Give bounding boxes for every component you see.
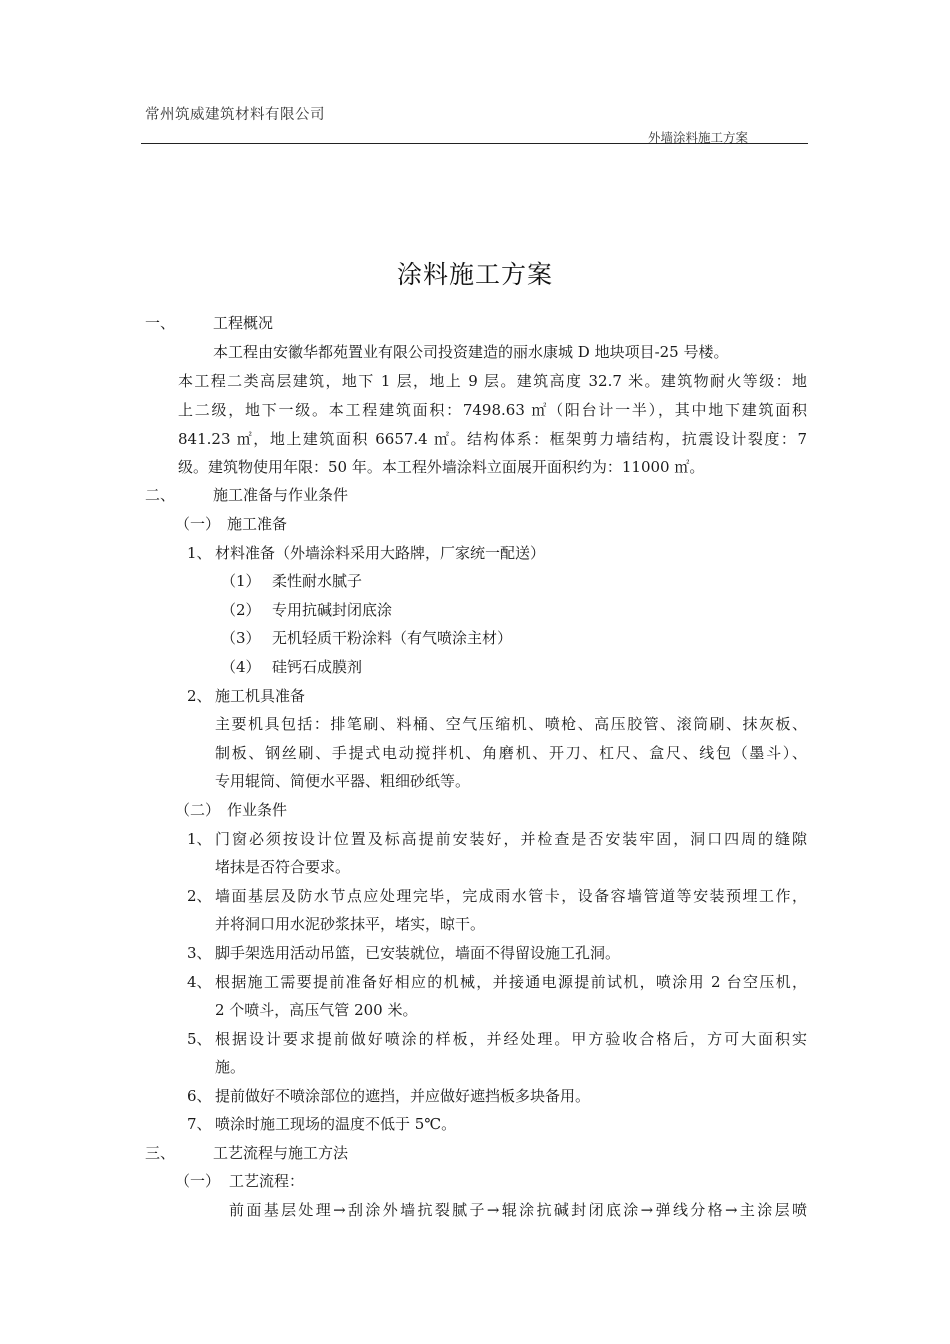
material-text: 专用抗碱封闭底涂 xyxy=(272,601,393,619)
condition-number: 4、 xyxy=(187,973,212,991)
section1-paragraph1: 本工程由安徽华都苑置业有限公司投资建造的丽水康城 D 地块项目-25 号楼。 xyxy=(213,343,729,361)
condition-number: 1、 xyxy=(187,830,212,848)
prep-item1-number: 1、 xyxy=(187,544,212,562)
condition-text-line2: 并将洞口用水泥砂浆抹平，堵实，晾干。 xyxy=(215,915,486,933)
section1-paragraph2-line3: 841.23 ㎡，地上建筑面积 6657.4 ㎡。结构体系：框架剪力墙结构，抗震设计裂度：7 xyxy=(178,430,807,448)
section2-sub1-heading: 施工准备 xyxy=(227,515,288,533)
condition-text-line1: 根据施工需要提前准备好相应的机械，并接通电源提前试机，喷涂用 2 台空压机， xyxy=(215,973,807,991)
section2-sub2-number: （二） xyxy=(175,801,221,819)
prep-item2-number: 2、 xyxy=(187,687,212,705)
section3-sub1-heading: 工艺流程： xyxy=(229,1172,305,1190)
section1-paragraph2-line2: 上二级，地下一级。本工程建筑面积：7498.63 ㎡（阳台计一半），其中地下建筑面积 xyxy=(178,401,807,419)
header-document-subtitle: 外墙涂料施工方案 xyxy=(648,130,749,145)
section1-heading: 工程概况 xyxy=(213,314,274,332)
section3-heading: 工艺流程与施工方法 xyxy=(213,1144,349,1162)
company-name: 常州筑威建筑材料有限公司 xyxy=(145,107,325,123)
prep-item1-text: 材料准备（外墙涂料采用大路牌，厂家统一配送） xyxy=(215,544,546,562)
process-flow-text: 前面基层处理→刮涂外墙抗裂腻子→辊涂抗碱封闭底涂→弹线分格→主涂层喷 xyxy=(229,1201,807,1219)
section2-number: 二、 xyxy=(145,486,176,504)
condition-text-line1: 喷涂时施工现场的温度不低于 5℃。 xyxy=(215,1115,457,1133)
prep-item2-text: 施工机具准备 xyxy=(215,687,306,705)
condition-text-line2: 2 个喷斗，高压气管 200 米。 xyxy=(215,1001,418,1019)
material-text: 硅钙石成膜剂 xyxy=(272,658,363,676)
condition-number: 6、 xyxy=(187,1087,212,1105)
equipment-line: 主要机具包括：排笔刷、料桶、空气压缩机、喷枪、高压胶管、滚筒刷、抹灰板、 xyxy=(215,715,807,733)
section2-heading: 施工准备与作业条件 xyxy=(213,486,349,504)
section1-number: 一、 xyxy=(145,314,176,332)
material-text: 柔性耐水腻子 xyxy=(272,572,363,590)
condition-text-line1: 门窗必须按设计位置及标高提前安装好，并检查是否安装牢固，洞口四周的缝隙 xyxy=(215,830,807,848)
material-number: （4） xyxy=(221,658,261,676)
material-number: （2） xyxy=(221,601,261,619)
condition-number: 3、 xyxy=(187,944,212,962)
condition-text-line1: 根据设计要求提前做好喷涂的样板，并经处理。甲方验收合格后，方可大面积实 xyxy=(215,1030,807,1048)
page-title: 涂料施工方案 xyxy=(396,260,553,289)
condition-text-line1: 墙面基层及防水节点应处理完毕，完成雨水管卡，设备容墙管道等安装预埋工作， xyxy=(215,887,807,905)
section3-sub1-number: （一） xyxy=(175,1172,221,1190)
section1-paragraph2-line1: 本工程二类高层建筑，地下 1 层，地上 9 层。建筑高度 32.7 米。建筑物耐火等级：地 xyxy=(178,372,807,390)
condition-text-line1: 提前做好不喷涂部位的遮挡，并应做好遮挡板多块备用。 xyxy=(215,1087,591,1105)
section2-sub1-number: （一） xyxy=(175,515,221,533)
material-number: （1） xyxy=(221,572,261,590)
condition-text-line2: 堵抹是否符合要求。 xyxy=(215,858,351,876)
condition-text-line1: 脚手架选用活动吊篮，已安装就位，墙面不得留设施工孔洞。 xyxy=(215,944,621,962)
material-number: （3） xyxy=(221,629,261,647)
condition-number: 5、 xyxy=(187,1030,212,1048)
condition-text-line2: 施。 xyxy=(215,1058,246,1076)
condition-number: 7、 xyxy=(187,1115,212,1133)
section3-number: 三、 xyxy=(145,1144,176,1162)
section2-sub2-heading: 作业条件 xyxy=(227,801,288,819)
header-divider xyxy=(141,143,808,144)
section1-paragraph2-line4: 级。建筑物使用年限：50 年。本工程外墙涂料立面展开面积约为：11000 ㎡。 xyxy=(178,458,705,476)
equipment-line: 制板、钢丝刷、手提式电动搅拌机、角磨机、开刀、杠尺、盒尺、线包（墨斗）、 xyxy=(215,744,807,762)
condition-number: 2、 xyxy=(187,887,212,905)
equipment-line: 专用辊筒、简便水平器、粗细砂纸等。 xyxy=(215,772,471,790)
material-text: 无机轻质干粉涂料（有气喷涂主材） xyxy=(272,629,513,647)
